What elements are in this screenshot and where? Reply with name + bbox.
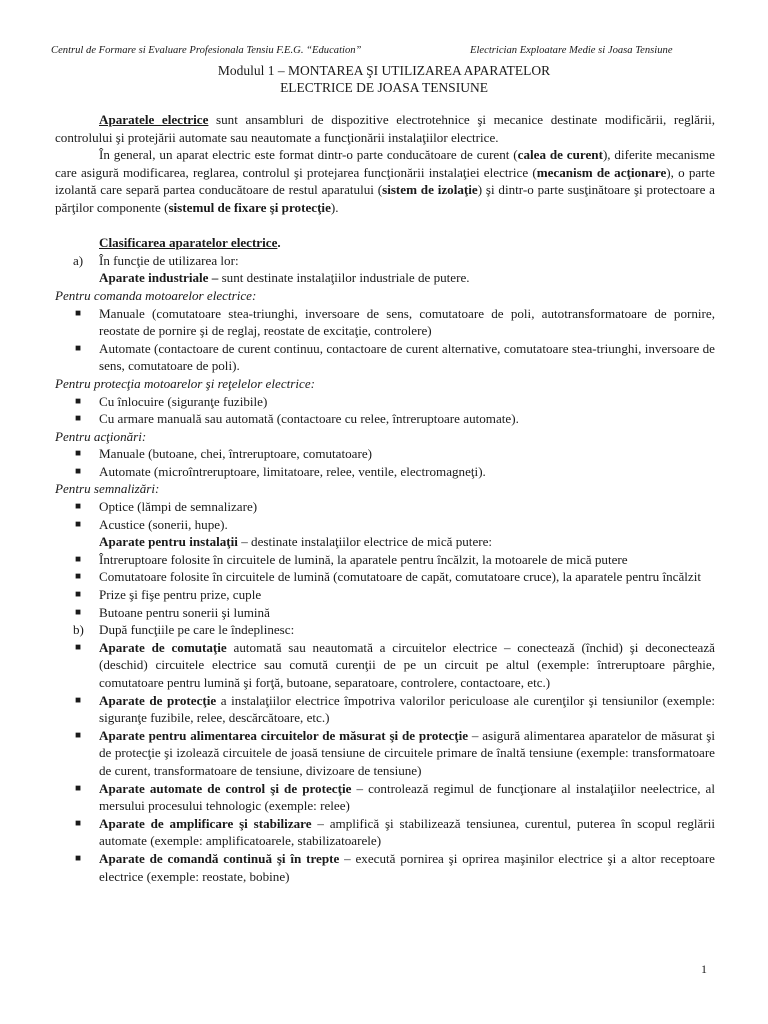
page-number: 1: [701, 962, 707, 976]
intro2-text-i: ).: [330, 199, 339, 215]
bullet-icon: ■: [75, 852, 82, 864]
list-item-text: – asigură alimentarea aparatelor de măsurat şi de protecţie şi izolează circuitele de joasă tensiune de circuitele primare de înaltă tensiune (exemple: transformatoare de curent, transformatoare de tensiune, divizoare de tensiune): [99, 727, 716, 778]
module-title-line1: Modulul 1 – MONTAREA ŞI UTILIZAREA APARATELOR: [217, 63, 551, 78]
list-item: [55, 498, 715, 516]
list-item: [55, 463, 715, 481]
document-body: [55, 111, 715, 885]
list-item-text: – amplifică şi stabilizează tensiunea, curentul, puterea în scopul reglării automate (exemple: amplificatoarele, stabilizatoarele): [99, 815, 715, 849]
list-item-term: Aparate de protecţie: [99, 692, 217, 708]
list-item-text: Automate (contactoare de curent continuu, contactoare de curent alternative, comutatoare stea-triunghi, inversoare de sens, comutatoare de poli).: [99, 340, 715, 374]
list-item-text: a instalaţiilor electrice împotriva valorilor periculoase ale curenţilor şi tensiunilor (exemple: siguranţe fuzibile, relee, descărcătoare, etc.): [99, 692, 716, 726]
list-item: [55, 516, 715, 534]
list-item-term: Aparate automate de control şi de protecţie: [99, 780, 352, 796]
criterion-a-text: În funcţie de utilizarea lor:: [99, 252, 239, 268]
signaling-heading: Pentru semnalizări:: [55, 481, 160, 497]
actuation-list: [55, 445, 715, 480]
list-item-term: Aparate de comandă continuă şi în trepte: [99, 850, 340, 866]
bullet-icon: ■: [75, 589, 82, 601]
spacer: [55, 217, 715, 235]
bullet-icon: ■: [75, 307, 82, 319]
list-item-term: Aparate de amplificare şi stabilizare: [99, 815, 312, 831]
bullet-icon: ■: [75, 342, 82, 354]
actuation-heading: Pentru acţionări:: [55, 428, 147, 444]
bullet-icon: ■: [75, 571, 82, 583]
criterion-b-marker: b): [73, 622, 84, 638]
list-item-text: Manuale (butoane, chei, întreruptoare, comutatoare): [99, 446, 373, 462]
list-item-text: Manuale (comutatoare stea-triunghi, inversoare de sens, comutatoare de poli, autotransformatoare de pornire, reostate de pornire şi de reglaj, reostate de excitaţie, controlere): [99, 305, 715, 339]
intro2-term-fixare: sistemul de fixare şi protecţie: [168, 199, 331, 215]
bullet-icon: ■: [75, 395, 82, 407]
criterion-a: [55, 252, 715, 270]
header-right: Electrician Exploatare Medie si Joasa Tensiune: [470, 45, 673, 56]
list-item: [55, 340, 715, 375]
module-title-line2: ELECTRICE DE JOASA TENSIUNE: [280, 80, 488, 95]
list-item: [55, 604, 715, 622]
bullet-icon: ■: [75, 553, 82, 565]
intro-text: sunt ansambluri de dispozitive electrotehnice şi mecanice destinate modificării, reglării, controlului şi protejării automate sau neautomate a funcţionării instalaţiilor electrice.: [55, 112, 715, 145]
list-item: [55, 850, 715, 885]
list-item-text: Cu armare manuală sau automată (contactoare cu relee, întreruptoare automate).: [99, 411, 519, 427]
list-item: [55, 639, 715, 692]
criterion-b-text: După funcţiile pe care le îndeplinesc:: [99, 622, 295, 638]
list-item-text: automată sau neautomată a circuitelor electrice – conectează (închid) şi deconectează (deschid) circuitele electrice sau comută curenţii de pe un circuit pe altul (exemple: întreruptoare pârghie, comutatoare pentru lumină şi forţă, butoane, separatoare, controlere, contactoare, etc.): [99, 639, 715, 690]
installation-text: – destinate instalaţiilor electrice de mică putere:: [237, 534, 493, 550]
industrial-text: sunt destinate instalaţiilor industriale de putere.: [218, 270, 470, 286]
intro2-text-a: În general, un aparat electric este format dintr-o parte conducătoare de curent (: [99, 147, 518, 163]
list-item: [55, 393, 715, 411]
bullet-icon: ■: [75, 817, 82, 829]
criterion-b: [55, 621, 715, 639]
installation-line: [55, 533, 715, 551]
bullet-icon: ■: [75, 782, 82, 794]
list-item-text: Întreruptoare folosite în circuitele de lumină, la aparatele pentru încălzit, la motoarele de mică putere: [99, 551, 628, 567]
motor-protection-heading: Pentru protecţia motoarelor şi reţelelor electrice:: [55, 375, 315, 391]
list-item: [55, 727, 715, 780]
bullet-icon: ■: [75, 518, 82, 530]
list-item-text: Cu înlocuire (siguranţe fuzibile): [99, 393, 268, 409]
motor-protection-list: [55, 393, 715, 428]
intro2-text-g: ) şi dintr-o parte susţinătoare şi protectoare a părţilor componente (: [55, 182, 715, 215]
industrial-line: [55, 269, 715, 287]
motor-command-list: [55, 305, 715, 375]
header-left: Centrul de Formare si Evaluare Profesionala Tensiu F.E.G. “Education”: [51, 45, 362, 56]
intro-term: Aparatele electrice: [99, 112, 209, 127]
list-item-text: – controlează regimul de funcţionare al instalaţiilor neelectrice, al mersului procesului tehnologic (exemple: relee): [99, 780, 715, 814]
list-item: [55, 445, 715, 463]
list-item-text: Butoane pentru sonerii şi lumină: [99, 604, 270, 620]
industrial-term: Aparate industriale –: [99, 270, 219, 286]
list-item-text: Prize şi fişe pentru prize, cuple: [99, 587, 262, 603]
intro2-term-izolatie: sistem de izolaţie: [382, 182, 478, 198]
list-item: [55, 692, 715, 727]
function-list: [55, 639, 715, 885]
list-item-text: Comutatoare folosite în circuitele de lumină (comutatoare de capăt, comutatoare cruce), la aparatele pentru încălzit: [99, 569, 702, 585]
bullet-icon: ■: [75, 413, 82, 425]
intro-paragraph-2: [55, 146, 715, 216]
classification-heading: Clasificarea aparatelor electrice.: [99, 235, 281, 251]
signaling-list: [55, 498, 715, 533]
list-item: [55, 780, 715, 815]
intro2-term-mecanism: mecanism de acţionare: [536, 164, 667, 180]
bullet-icon: ■: [75, 606, 82, 618]
intro2-text-c: ), diferite mecanisme care asigură modificarea, reglarea, controlul şi protejarea funcţionării instalaţiei electrice (: [55, 147, 715, 180]
list-item-text: – execută pornirea şi oprirea maşinilor electrice şi a altor receptoare electrice (exemple: reostate, bobine): [99, 850, 715, 884]
installation-term: Aparate pentru instalaţii: [99, 534, 238, 550]
list-item-text: Automate (microîntreruptoare, limitatoare, relee, ventile, electromagneţi).: [99, 463, 486, 479]
criterion-a-marker: a): [73, 252, 84, 268]
intro2-term-calea: calea de curent: [517, 147, 603, 163]
list-item: [55, 410, 715, 428]
bullet-icon: ■: [75, 694, 82, 706]
list-item-term: Aparate pentru alimentarea circuitelor de măsurat şi de protecţie: [99, 727, 469, 743]
list-item-text: Acustice (sonerii, hupe).: [99, 516, 228, 532]
list-item: [55, 568, 715, 586]
installation-list: [55, 551, 715, 621]
classification-heading-text: Clasificarea aparatelor electrice: [99, 235, 278, 251]
bullet-icon: ■: [75, 501, 82, 513]
list-item: [55, 586, 715, 604]
bullet-icon: ■: [75, 465, 82, 477]
motor-command-heading: Pentru comanda motoarelor electrice:: [55, 287, 257, 303]
intro2-text-e: ), o parte izolantă care separă partea conducătoare de restul aparatului (: [55, 164, 715, 198]
list-item-text: Optice (lămpi de semnalizare): [99, 499, 258, 515]
list-item: [55, 305, 715, 340]
list-item: [55, 551, 715, 569]
list-item-term: Aparate de comutaţie: [99, 639, 227, 655]
bullet-icon: ■: [75, 641, 82, 653]
bullet-icon: ■: [75, 729, 82, 741]
list-item: [55, 815, 715, 850]
intro-paragraph-1: [55, 111, 715, 146]
bullet-icon: ■: [75, 448, 82, 460]
